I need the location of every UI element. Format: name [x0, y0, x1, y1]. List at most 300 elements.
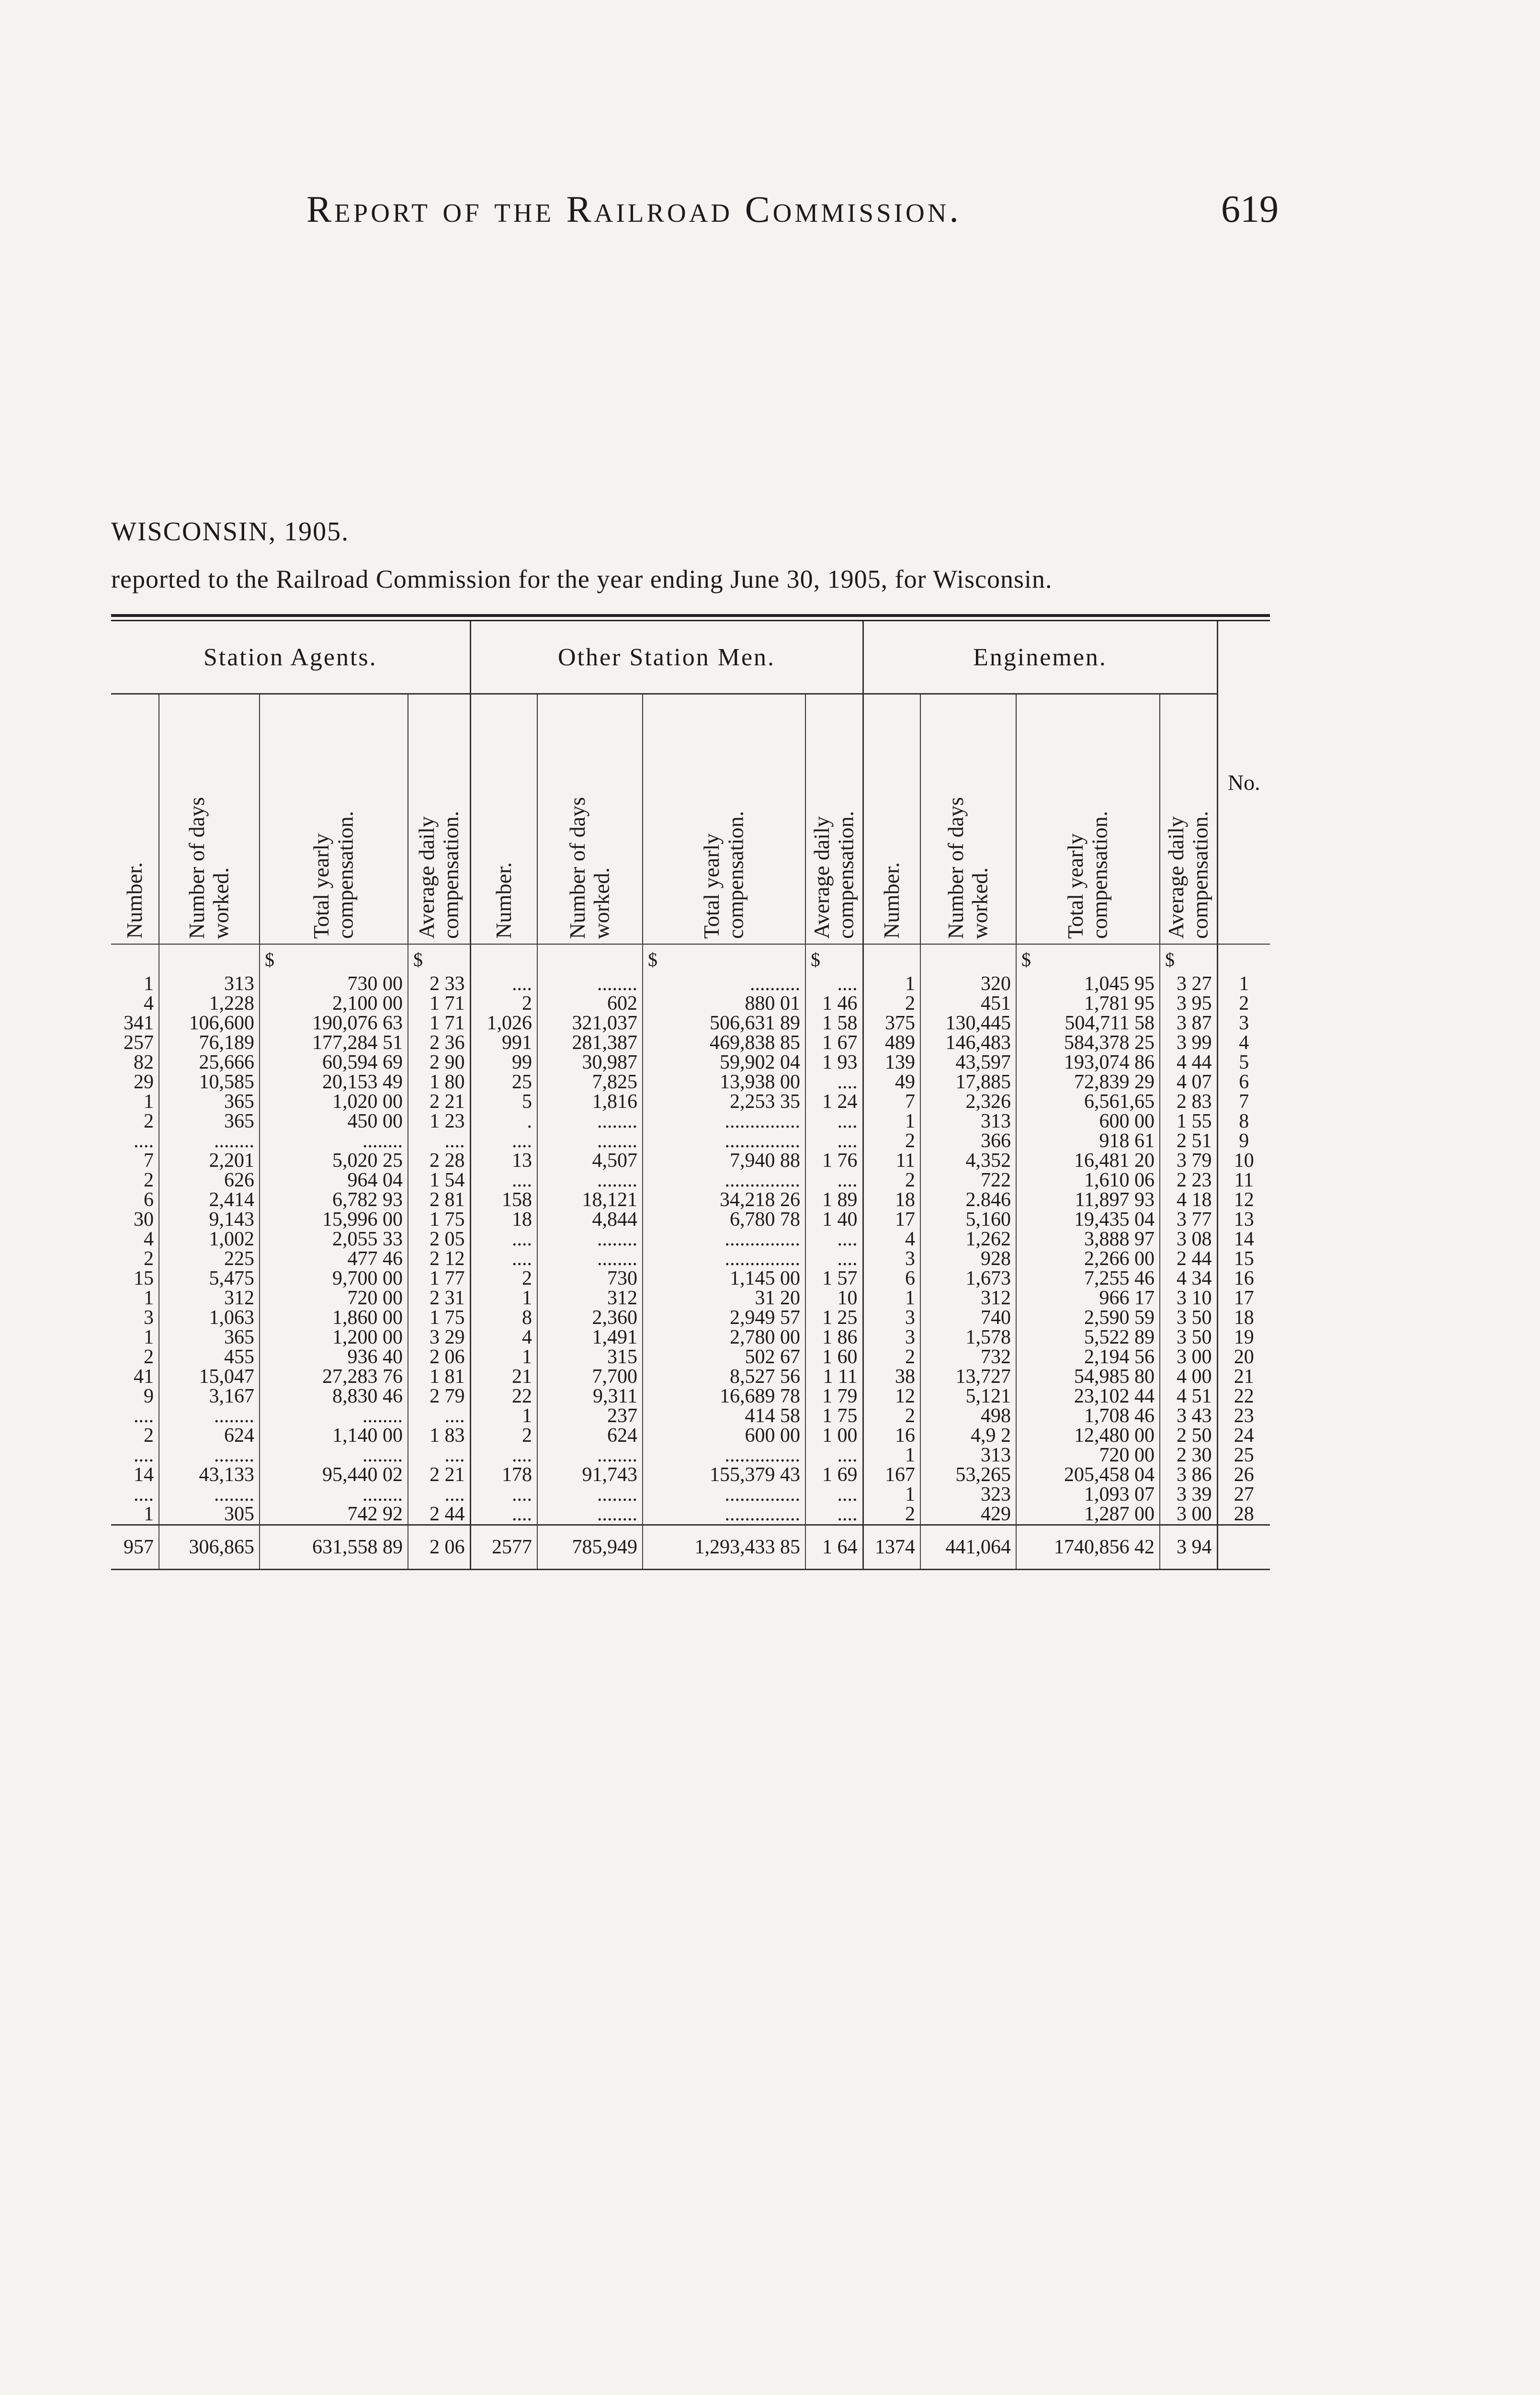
table-cell: ........ [537, 1112, 643, 1131]
table-cell: .... [470, 1485, 537, 1505]
table-cell: 720 00 [260, 1289, 408, 1308]
table-cell: 1,578 [920, 1328, 1016, 1347]
table-cell: 1 67 [805, 1033, 863, 1053]
table-cell: .... [408, 1485, 470, 1505]
table-cell: 2 28 [408, 1151, 470, 1171]
table-cell: 4,507 [537, 1151, 643, 1171]
table-cell: 320 [920, 974, 1016, 994]
table-row [111, 1053, 1270, 1072]
row-number-cell: 4 [1239, 1032, 1249, 1054]
table-cell: 366 [920, 1131, 1016, 1151]
table-cell: 3 95 [1160, 994, 1217, 1014]
table-cell: 5,020 25 [260, 1151, 408, 1171]
row-number-cell: 10 [1234, 1150, 1254, 1172]
row-number-cell: 15 [1234, 1248, 1254, 1270]
table-cell: .... [805, 1505, 863, 1525]
header-average [1160, 694, 1217, 945]
table-row [111, 1269, 1270, 1289]
table-cell: 631,558 89 [260, 1525, 408, 1570]
row-number-cell: 7 [1239, 1091, 1249, 1113]
currency-cell [111, 944, 159, 974]
table-cell: 2 [863, 1505, 920, 1525]
table-cell: 2 44 [1160, 1249, 1217, 1269]
currency-cell [863, 944, 920, 974]
table-cell: 1,673 [920, 1269, 1016, 1289]
table-cell: 12,480 00 [1016, 1426, 1160, 1446]
state-year-heading: WISCONSIN, 1905. [111, 517, 350, 547]
table-cell: 1 [111, 974, 159, 994]
row-number-cell: 24 [1234, 1425, 1254, 1447]
header-number-text: Number. [122, 862, 147, 939]
table-cell: 3 [111, 1308, 159, 1328]
table-cell: 7 [863, 1092, 920, 1112]
table-cell: 9,143 [159, 1210, 260, 1230]
table-cell: 991 [470, 1033, 537, 1053]
table-cell: 2 05 [408, 1230, 470, 1249]
table-cell: 1 64 [805, 1525, 863, 1570]
table-row [111, 1092, 1270, 1112]
table-cell: 106,600 [159, 1014, 260, 1033]
table-cell: 34,218 26 [643, 1190, 805, 1210]
table-cell: 1 93 [805, 1053, 863, 1072]
table-cell: 2,590 59 [1016, 1308, 1160, 1328]
row-number-cell [1217, 1525, 1270, 1570]
table-cell: 17,885 [920, 1072, 1016, 1092]
table-cell: 600 00 [1016, 1112, 1160, 1131]
table-cell: .... [470, 1131, 537, 1151]
group-station-agents: Station Agents. [111, 621, 470, 694]
table-cell: 1 89 [805, 1190, 863, 1210]
table-cell: 11,897 93 [1016, 1190, 1160, 1210]
table-cell: ........ [537, 1485, 643, 1505]
table-cell: 2 [111, 1112, 159, 1131]
table-cell: 730 [537, 1269, 643, 1289]
table-cell: 1 [111, 1092, 159, 1112]
table-cell: 2.846 [920, 1190, 1016, 1210]
table-cell: 1 [111, 1505, 159, 1525]
table-cell: 1 71 [408, 1014, 470, 1033]
table-cell: 30 [111, 1210, 159, 1230]
table-cell: ........ [260, 1131, 408, 1151]
row-number-cell: 9 [1239, 1130, 1249, 1152]
table-cell: 6 [863, 1269, 920, 1289]
table-cell: 2 [863, 1171, 920, 1190]
table-cell: 1,145 00 [643, 1269, 805, 1289]
currency-cell: $ [1160, 944, 1217, 974]
table-cell: 53,265 [920, 1465, 1016, 1485]
table-cell: 1740,856 42 [1016, 1525, 1160, 1570]
row-number-cell: 19 [1234, 1326, 1254, 1348]
table-cell: 1 00 [805, 1426, 863, 1446]
table-cell: 504,711 58 [1016, 1014, 1160, 1033]
table-cell: 7,255 46 [1016, 1269, 1160, 1289]
header-days [159, 694, 260, 945]
table-cell: 1,228 [159, 994, 260, 1014]
table-cell: 624 [537, 1426, 643, 1446]
table-cell: 2 [111, 1249, 159, 1269]
table-cell: 1 79 [805, 1387, 863, 1406]
table-cell: 477 46 [260, 1249, 408, 1269]
table-cell: 4 [111, 1230, 159, 1249]
table-cell: .... [408, 1446, 470, 1465]
table-cell: 21 [470, 1367, 537, 1387]
table-cell: .... [805, 1485, 863, 1505]
table-cell: 4 00 [1160, 1367, 1217, 1387]
table-cell: 375 [863, 1014, 920, 1033]
table-cell: 624 [159, 1426, 260, 1446]
table-cell: ........ [537, 974, 643, 994]
table-cell: 3 00 [1160, 1347, 1217, 1367]
table-cell: 2 81 [408, 1190, 470, 1210]
table-cell: 305 [159, 1505, 260, 1525]
row-number-cell: 8 [1239, 1110, 1249, 1132]
table-cell: ........ [159, 1446, 260, 1465]
table-cell: 3 29 [408, 1328, 470, 1347]
table-cell: 167 [863, 1465, 920, 1485]
table-body [111, 944, 1270, 1570]
table-cell: 2 33 [408, 974, 470, 994]
table-cell: ........ [537, 1171, 643, 1190]
table-cell: ............... [643, 1230, 805, 1249]
table-cell: 3 99 [1160, 1033, 1217, 1053]
table-cell: 41 [111, 1367, 159, 1387]
table-cell: 1 81 [408, 1367, 470, 1387]
table-cell: 1,860 00 [260, 1308, 408, 1328]
table-cell: 13 [470, 1151, 537, 1171]
group-enginemen: Enginemen. [863, 621, 1217, 694]
table-cell: 441,064 [920, 1525, 1016, 1570]
table-cell: 76,189 [159, 1033, 260, 1053]
currency-cell: $ [805, 944, 863, 974]
table-cell: 281,387 [537, 1033, 643, 1053]
table-row [111, 1033, 1270, 1053]
table-cell: 1 76 [805, 1151, 863, 1171]
table-cell: 3 50 [1160, 1328, 1217, 1347]
table-cell: 18 [863, 1190, 920, 1210]
table-cell: 13,727 [920, 1367, 1016, 1387]
table-cell: 3 50 [1160, 1308, 1217, 1328]
row-number-cell: 18 [1234, 1307, 1254, 1329]
table-cell: 2,266 00 [1016, 1249, 1160, 1269]
table-cell: 3 94 [1160, 1525, 1217, 1570]
header-number-text: Number. [491, 862, 516, 939]
table-cell: ........ [537, 1230, 643, 1249]
table-cell: 6,780 78 [643, 1210, 805, 1230]
table-cell: 4 [111, 994, 159, 1014]
table-cell: 2,326 [920, 1092, 1016, 1112]
table-cell: .... [805, 1230, 863, 1249]
header-days [537, 694, 643, 945]
table-cell: 2 06 [408, 1347, 470, 1367]
table-cell: ........ [260, 1406, 408, 1426]
running-head: Report of the Railroad Commission. [306, 188, 962, 230]
table-row [111, 1485, 1270, 1505]
table-cell: 1 [863, 1485, 920, 1505]
table-cell: 730 00 [260, 974, 408, 994]
table-cell: 5,475 [159, 1269, 260, 1289]
table-cell: 2,949 57 [643, 1308, 805, 1328]
table-row [111, 1014, 1270, 1033]
table-cell: 2,414 [159, 1190, 260, 1210]
table-cell: .... [470, 974, 537, 994]
currency-cell [159, 944, 260, 974]
header-days-text: Number of days worked. [565, 797, 614, 939]
table-cell: 2 23 [1160, 1171, 1217, 1190]
table-cell: 2,360 [537, 1308, 643, 1328]
table-row [111, 994, 1270, 1014]
header-average-text: Average daily compensation. [809, 811, 858, 939]
table-cell: 966 17 [1016, 1289, 1160, 1308]
table-cell: ............... [643, 1112, 805, 1131]
table-cell: ........ [537, 1505, 643, 1525]
table-cell: 3 [863, 1328, 920, 1347]
table-cell: 1 46 [805, 994, 863, 1014]
table-cell: 1,781 95 [1016, 994, 1160, 1014]
table-cell: 414 58 [643, 1406, 805, 1426]
table-cell: 31 20 [643, 1289, 805, 1308]
table-cell: 1,093 07 [1016, 1485, 1160, 1505]
table-cell: 1 69 [805, 1465, 863, 1485]
header-average-text: Average daily compensation. [414, 811, 463, 939]
table-cell: ........ [260, 1446, 408, 1465]
table-cell: 3 86 [1160, 1465, 1217, 1485]
table-cell: 1,002 [159, 1230, 260, 1249]
table-cell: 8,830 46 [260, 1387, 408, 1406]
table-cell: 4 51 [1160, 1387, 1217, 1406]
table-cell: 99 [470, 1053, 537, 1072]
table-cell: 8,527 56 [643, 1367, 805, 1387]
table-cell: 3 08 [1160, 1230, 1217, 1249]
table-cell: 450 00 [260, 1112, 408, 1131]
table-cell: 2 [863, 1347, 920, 1367]
table-cell: 16,481 20 [1016, 1151, 1160, 1171]
table-cell: 1,140 00 [260, 1426, 408, 1446]
row-number-cell: 5 [1239, 1051, 1249, 1073]
table-cell: 4 18 [1160, 1190, 1217, 1210]
table-cell: ........ [537, 1131, 643, 1151]
table-cell: 2 21 [408, 1465, 470, 1485]
currency-cell [920, 944, 1016, 974]
table-cell: .... [408, 1131, 470, 1151]
row-number-cell: 6 [1239, 1071, 1249, 1093]
compensation-table-container [111, 614, 1270, 1570]
table-cell: 72,839 29 [1016, 1072, 1160, 1092]
table-cell: 7,940 88 [643, 1151, 805, 1171]
table-cell: 323 [920, 1485, 1016, 1505]
row-number-cell: 28 [1234, 1503, 1254, 1525]
table-cell: 155,379 43 [643, 1465, 805, 1485]
currency-cell [537, 944, 643, 974]
table-cell: 23,102 44 [1016, 1387, 1160, 1406]
table-cell: 6,782 93 [260, 1190, 408, 1210]
table-cell: .... [805, 1446, 863, 1465]
table-cell: 2,780 00 [643, 1328, 805, 1347]
table-cell: .......... [643, 974, 805, 994]
table-subtitle: reported to the Railroad Commission for the year ending June 30, 1905, for Wisconsin. [111, 565, 1053, 593]
table-cell: 1 [470, 1289, 537, 1308]
table-cell: 2 79 [408, 1387, 470, 1406]
table-cell: 10 [805, 1289, 863, 1308]
table-cell: 4 [863, 1230, 920, 1249]
table-cell: 2 51 [1160, 1131, 1217, 1151]
header-total-text: Total yearly compensation. [699, 811, 748, 939]
table-cell: 17 [863, 1210, 920, 1230]
table-cell: 2 30 [1160, 1446, 1217, 1465]
table-cell: 2 [111, 1347, 159, 1367]
table-cell: ........ [260, 1485, 408, 1505]
table-cell: . [470, 1112, 537, 1131]
table-cell: 1 [863, 974, 920, 994]
table-cell: 3 [863, 1308, 920, 1328]
table-cell: 720 00 [1016, 1446, 1160, 1465]
table-cell: 1,045 95 [1016, 974, 1160, 994]
table-cell: 7,700 [537, 1367, 643, 1387]
row-number-cell: 3 [1239, 1012, 1249, 1034]
table-cell: 3 27 [1160, 974, 1217, 994]
table-cell: 365 [159, 1112, 260, 1131]
header-days-text: Number of days worked. [184, 797, 233, 939]
table-cell: 742 92 [260, 1505, 408, 1525]
table-row [111, 1367, 1270, 1387]
table-cell: 306,865 [159, 1525, 260, 1570]
table-cell: 1 80 [408, 1072, 470, 1092]
table-cell: 2 36 [408, 1033, 470, 1053]
row-number-cell: 13 [1234, 1209, 1254, 1231]
row-number-cell: 25 [1234, 1444, 1254, 1466]
table-cell: 237 [537, 1406, 643, 1426]
table-cell: 1 75 [408, 1308, 470, 1328]
table-cell: 1 55 [1160, 1112, 1217, 1131]
table-cell: 1 [111, 1289, 159, 1308]
table-cell: 2 [863, 1406, 920, 1426]
table-cell: 15 [111, 1269, 159, 1289]
table-cell: 3,167 [159, 1387, 260, 1406]
table-cell: 455 [159, 1347, 260, 1367]
table-cell: 3 87 [1160, 1014, 1217, 1033]
table-cell: 2 [863, 1131, 920, 1151]
table-cell: 19,435 04 [1016, 1210, 1160, 1230]
table-cell: 2 50 [1160, 1426, 1217, 1446]
table-cell: 4,9 2 [920, 1426, 1016, 1446]
totals-row [111, 1525, 1270, 1570]
table-cell: 1,020 00 [260, 1092, 408, 1112]
table-cell: 60,594 69 [260, 1053, 408, 1072]
table-cell: 6,561,65 [1016, 1092, 1160, 1112]
table-cell: 1 11 [805, 1367, 863, 1387]
table-cell: ........ [537, 1249, 643, 1269]
table-row [111, 1347, 1270, 1367]
table-cell: 205,458 04 [1016, 1465, 1160, 1485]
row-number-cell: 27 [1234, 1483, 1254, 1505]
table-cell: .... [470, 1171, 537, 1190]
table-cell: 1 [111, 1328, 159, 1347]
table-cell: .... [805, 1249, 863, 1269]
row-number-cell: 2 [1239, 992, 1249, 1015]
table-cell: 54,985 80 [1016, 1367, 1160, 1387]
table-cell: 18 [470, 1210, 537, 1230]
table-cell: ............... [643, 1485, 805, 1505]
header-average [408, 694, 470, 945]
table-cell: 1374 [863, 1525, 920, 1570]
table-cell: 1 77 [408, 1269, 470, 1289]
table-cell: 313 [920, 1446, 1016, 1465]
table-cell: .... [111, 1485, 159, 1505]
row-number-cell: 16 [1234, 1267, 1254, 1289]
table-cell: 7 [111, 1151, 159, 1171]
table-row [111, 1072, 1270, 1092]
table-row [111, 1505, 1270, 1525]
table-cell: 15,996 00 [260, 1210, 408, 1230]
table-cell: 3 [863, 1249, 920, 1269]
table-cell: 1,293,433 85 [643, 1525, 805, 1570]
table-cell: 880 01 [643, 994, 805, 1014]
table-cell: 25,666 [159, 1053, 260, 1072]
table-cell: .... [470, 1505, 537, 1525]
table-cell: 502 67 [643, 1347, 805, 1367]
table-cell: 177,284 51 [260, 1033, 408, 1053]
table-cell: ............... [643, 1171, 805, 1190]
table-cell: 1 75 [805, 1406, 863, 1426]
table-cell: ........ [159, 1485, 260, 1505]
table-cell: 1,816 [537, 1092, 643, 1112]
table-cell: 2,100 00 [260, 994, 408, 1014]
table-cell: 312 [159, 1289, 260, 1308]
table-cell: 3 00 [1160, 1505, 1217, 1525]
table-cell: 2,201 [159, 1151, 260, 1171]
table-cell: 8 [470, 1308, 537, 1328]
table-cell: 14 [111, 1465, 159, 1485]
header-number [111, 694, 159, 945]
table-cell: 3 39 [1160, 1485, 1217, 1505]
table-row [111, 1112, 1270, 1131]
table-cell: 16 [863, 1426, 920, 1446]
table-cell: 257 [111, 1033, 159, 1053]
header-total [643, 694, 805, 945]
header-number [863, 694, 920, 945]
table-cell: 13,938 00 [643, 1072, 805, 1092]
table-cell: 6 [111, 1190, 159, 1210]
table-cell: .... [805, 974, 863, 994]
row-number-cell: 14 [1234, 1228, 1254, 1250]
table-cell: 3 77 [1160, 1210, 1217, 1230]
table-cell: 11 [863, 1151, 920, 1171]
table-cell: 2 12 [408, 1249, 470, 1269]
table-cell: 1 83 [408, 1426, 470, 1446]
table-cell: 95,440 02 [260, 1465, 408, 1485]
table-cell: 1 [863, 1446, 920, 1465]
header-number-text: Number. [879, 862, 904, 939]
table-cell: 312 [537, 1289, 643, 1308]
table-cell: 1 57 [805, 1269, 863, 1289]
table-row [111, 1328, 1270, 1347]
table-cell: 193,074 86 [1016, 1053, 1160, 1072]
header-total [1016, 694, 1160, 945]
table-cell: 341 [111, 1014, 159, 1033]
table-cell: 1,262 [920, 1230, 1016, 1249]
row-number-cell: 22 [1234, 1385, 1254, 1407]
table-cell: .... [111, 1446, 159, 1465]
table-cell: 4 34 [1160, 1269, 1217, 1289]
table-cell: 10,585 [159, 1072, 260, 1092]
table-cell: 9 [111, 1387, 159, 1406]
table-cell: 365 [159, 1328, 260, 1347]
currency-cell: $ [260, 944, 408, 974]
table-cell: 3 43 [1160, 1406, 1217, 1426]
table-cell: 12 [863, 1387, 920, 1406]
page-number: 619 [1221, 188, 1279, 230]
table-cell: .... [111, 1406, 159, 1426]
table-cell: 313 [920, 1112, 1016, 1131]
